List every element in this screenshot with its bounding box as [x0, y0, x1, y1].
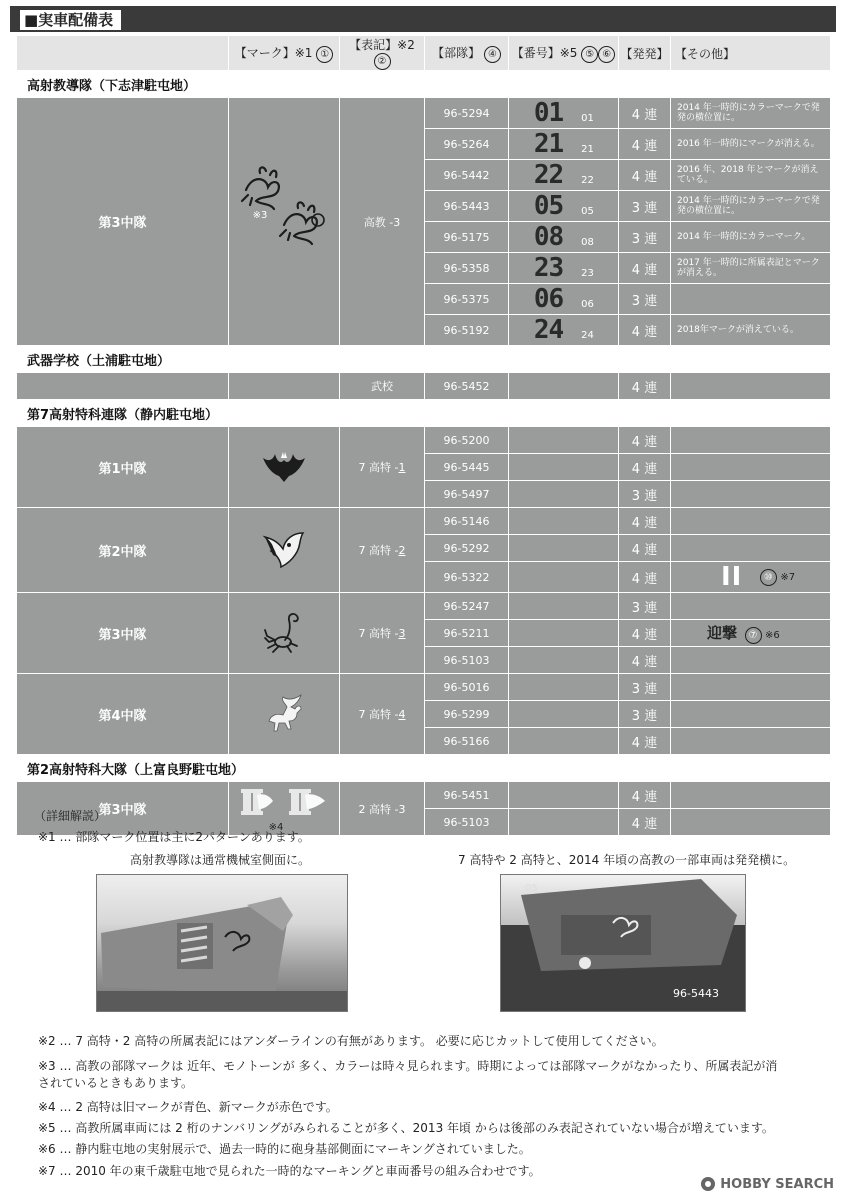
unit-id: 96-5322: [425, 562, 509, 593]
mark-cell: [229, 427, 340, 508]
note-cell: 2014 年一時的にカラーマークで発発の横位置に。: [671, 191, 831, 222]
unit-id: 96-5375: [425, 284, 509, 315]
section-name: 第7高射特科連隊（静内駐屯地）: [17, 400, 340, 427]
number-cell: 01 01: [509, 98, 619, 129]
geigeki-mark: 迎撃: [707, 624, 738, 642]
number-cell: 22 22: [509, 160, 619, 191]
unit-id: 96-5445: [425, 454, 509, 481]
roman-two-mark-icon: [239, 787, 329, 817]
note-3: ※3 … 高教の部隊マークは 近年、モノトーンが 多く、カラーは時々見られます。時期によっては部隊マークがなかったり、所属表記が消されているときもあります。: [38, 1059, 778, 1090]
unit-id: 96-5103: [425, 647, 509, 674]
fire-cell: 3 連: [619, 284, 671, 315]
unit-name: 第3中隊: [17, 593, 229, 674]
section-title: ■実車配備表: [20, 10, 121, 30]
unit-id: 96-5247: [425, 593, 509, 620]
photo-number: 05: [525, 883, 538, 894]
fire-cell: 3 連: [619, 701, 671, 728]
note-cell: 2017 年一時的に所属表記とマークが消える。: [671, 253, 831, 284]
mark-cell: [229, 508, 340, 593]
bars-mark: II: [721, 562, 743, 592]
reg-cell: 7 高特 -2: [340, 508, 425, 593]
pegasus-mark-icon: [261, 693, 307, 733]
unit-name: 第3中隊: [17, 98, 229, 346]
col-mark-header: 【マーク】※1 ①: [229, 36, 340, 71]
details-heading: （詳細解説）: [34, 809, 107, 823]
col-unit-header: 【部隊】 ④: [425, 36, 509, 71]
col-reg-header: 【表記】※2 ②: [340, 36, 425, 71]
fire-cell: 4 連: [619, 647, 671, 674]
note-6: ※6 … 静内駐屯地の実射展示で、過去一時的に砲身基部側面にマーキングされていました。: [38, 1142, 531, 1156]
right-photo-caption: 7 高特や 2 高特と、2014 年頃の高教の一部車両は発発横に。: [458, 853, 796, 867]
note-1: ※1 … 部隊マーク位置は主に2パターンあります。: [38, 830, 310, 844]
unit-id: 96-5264: [425, 129, 509, 160]
mark-cell: [229, 593, 340, 674]
left-photo-caption: 高射教導隊は通常機械室側面に。: [130, 853, 311, 867]
fire-cell: 3 連: [619, 593, 671, 620]
number-cell: 05 05: [509, 191, 619, 222]
tank-side-photo-icon: [97, 875, 347, 1011]
fire-cell: 3 連: [619, 481, 671, 508]
unit-id: 96-5103: [425, 809, 509, 836]
unit-name: 第2中隊: [17, 508, 229, 593]
mark-cell: [229, 674, 340, 755]
fire-cell: 4 連: [619, 562, 671, 593]
unit-id: 96-5358: [425, 253, 509, 284]
number-cell: 08 08: [509, 222, 619, 253]
brand-logo: HOBBY SEARCH: [700, 1176, 834, 1192]
note-cell: 2014 年一時的にカラーマーク。: [671, 222, 831, 253]
table-header-row: [17, 36, 831, 71]
unit-id: 96-5200: [425, 427, 509, 454]
corner-cell: [17, 36, 229, 71]
reg-cell: 7 高特 -3: [340, 593, 425, 674]
fire-cell: 3 連: [619, 222, 671, 253]
fire-cell: 4 連: [619, 782, 671, 809]
col-number-header: 【番号】※5 ⑤ ⑥: [509, 36, 619, 71]
fire-cell: 4 連: [619, 427, 671, 454]
table-row: [17, 98, 831, 129]
mark-cell: ※4: [229, 782, 340, 836]
fire-cell: 4 連: [619, 98, 671, 129]
section-name: 高射教導隊（下志津駐屯地）: [17, 71, 340, 98]
reg-cell: 2 高特 -3: [340, 782, 425, 836]
note-cell: [671, 284, 831, 315]
table-row: [17, 373, 831, 400]
col-fire-header: 【発発】: [619, 36, 671, 71]
section-row: [17, 755, 831, 782]
unit-id: 96-5192: [425, 315, 509, 346]
unit-name: 第4中隊: [17, 674, 229, 755]
reg-cell: 7 高特 -1: [340, 427, 425, 508]
unit-id: 96-5443: [425, 191, 509, 222]
unit-name: 第1中隊: [17, 427, 229, 508]
unit-id: 96-5497: [425, 481, 509, 508]
scorpion-mark-icon: [261, 610, 307, 654]
table-row: [17, 782, 831, 809]
unit-id: 96-5016: [425, 674, 509, 701]
bat-mark-icon: [261, 448, 307, 484]
unit-id: 96-5175: [425, 222, 509, 253]
brand-circle-icon: [700, 1176, 716, 1192]
section-name: 第2高射特科大隊（上富良野駐屯地）: [17, 755, 340, 782]
fire-cell: 4 連: [619, 508, 671, 535]
right-photo: [500, 874, 746, 1012]
section-row: [17, 71, 831, 98]
col-other-header: 【その他】: [671, 36, 831, 71]
note-2: ※2 … 7 高特・2 高特の所属表記にはアンダーラインの有無があります。 必要に応じカットして使用してください。: [38, 1034, 664, 1048]
number-cell: 24 24: [509, 315, 619, 346]
mark-cell: ※3: [229, 98, 340, 346]
note-5: ※5 … 高教所属車両には 2 桁のナンバリングがみられることが多く、2013 年頃 からは後部のみ表記されていない場合が増えています。: [38, 1121, 774, 1135]
unit-id: 96-5452: [425, 373, 509, 400]
fire-cell: 4 連: [619, 728, 671, 755]
unit-id: 96-5442: [425, 160, 509, 191]
deployment-table: [16, 35, 831, 836]
unit-id: 96-5211: [425, 620, 509, 647]
reg-cell: 7 高特 -4: [340, 674, 425, 755]
section-row: [17, 346, 831, 373]
fire-cell: 4 連: [619, 535, 671, 562]
fire-cell: 3 連: [619, 674, 671, 701]
note-cell: 2016 年一時的にマークが消える。: [671, 129, 831, 160]
table-row: [17, 593, 831, 620]
fire-cell: 4 連: [619, 315, 671, 346]
section-header-bar: [10, 6, 836, 32]
reg-cell: 高教 -3: [340, 98, 425, 346]
fire-cell: 3 連: [619, 191, 671, 222]
section-row: [17, 400, 831, 427]
eagle-mark-icon: [261, 529, 307, 569]
fire-cell: 4 連: [619, 454, 671, 481]
note-cell: 2014 年一時的にカラーマークで発発の横位置に。: [671, 98, 831, 129]
fire-cell: 4 連: [619, 373, 671, 400]
note-cell: 2016 年、2018 年とマークが消えている。: [671, 160, 831, 191]
table-row: [17, 427, 831, 454]
note-7: ※7 … 2010 年の東千歳駐屯地で見られた一時的なマーキングと車両番号の組み合わせです。: [38, 1164, 541, 1178]
note-4: ※4 … 2 高特は旧マークが青色、新マークが赤色です。: [38, 1100, 338, 1114]
number-cell: 21 21: [509, 129, 619, 160]
fire-cell: 4 連: [619, 253, 671, 284]
unit-id: 96-5451: [425, 782, 509, 809]
unit-id: 96-5146: [425, 508, 509, 535]
note-cell: 2018年マークが消えている。: [671, 315, 831, 346]
unit-id: 96-5166: [425, 728, 509, 755]
left-photo: [96, 874, 348, 1012]
unit-id: 96-5294: [425, 98, 509, 129]
reg-cell: 武校: [340, 373, 425, 400]
unit-name: 第3中隊: [17, 782, 229, 836]
number-cell: 06 06: [509, 284, 619, 315]
bars-mark-cell: II ⑩ ※7: [671, 562, 831, 593]
geigeki-mark-cell: 迎撃 ⑦ ※6: [671, 620, 831, 647]
fire-cell: 4 連: [619, 160, 671, 191]
fire-cell: 4 連: [619, 620, 671, 647]
unit-id: 96-5299: [425, 701, 509, 728]
photo-label: 96-5443: [673, 987, 719, 1000]
table-row: [17, 508, 831, 535]
unit-id: 96-5292: [425, 535, 509, 562]
number-cell: 23 23: [509, 253, 619, 284]
fire-cell: 4 連: [619, 809, 671, 836]
fire-cell: 4 連: [619, 129, 671, 160]
section-name: 武器学校（土浦駐屯地）: [17, 346, 340, 373]
table-row: [17, 674, 831, 701]
